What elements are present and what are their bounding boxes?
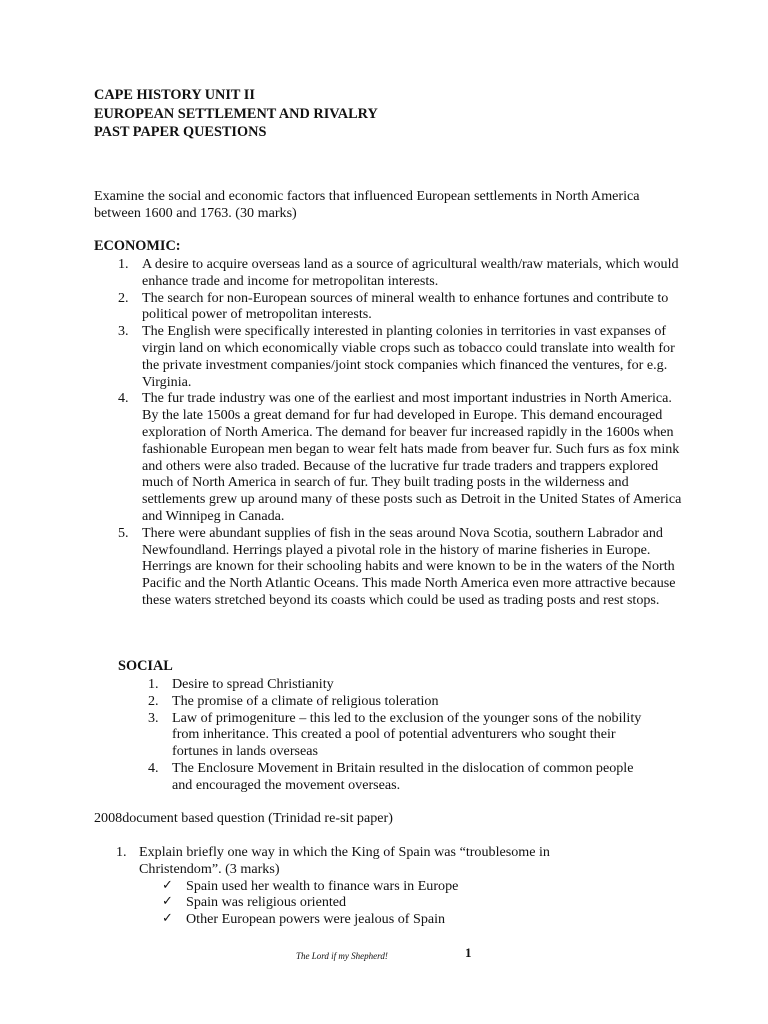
item-text: The English were specifically interested in planting colonies in territories in vast expanses of virgin land on which economically viable crops such as tobacco could translate into wealth for the private investment companies/joint stock companies which financed the ventures, for e.g. Virginia.	[142, 323, 675, 390]
checkmark-icon: ✓	[162, 894, 173, 910]
answer-text: Spain used her wealth to finance wars in Europe	[186, 877, 459, 894]
list-item	[162, 894, 614, 911]
item-text: There were abundant supplies of fish in the seas around Nova Scotia, southern Labrador and Newfoundland. Herrings played a pivotal role in the history of marine fisheries in Europe. Herrings are known for their schooling habits and were known to be in the waters of the North Pacific and the North Atlantic Oceans. This made North America even more attractive because these waters stretched beyond its coasts which could be used as trading posts and rest stops.	[142, 524, 676, 608]
answer-text: Other European powers were jealous of Spain	[186, 911, 446, 928]
list-item	[94, 256, 684, 290]
checkmark-icon: ✓	[162, 911, 173, 927]
item-number: 1.	[118, 256, 129, 272]
item-number: 2.	[148, 692, 159, 709]
list-item	[94, 525, 684, 609]
item-number: 4.	[148, 759, 159, 776]
item-number: 3.	[148, 709, 159, 726]
economic-list	[94, 256, 684, 609]
footer-text: The Lord if my Shepherd!	[296, 951, 388, 961]
list-item	[162, 911, 614, 928]
item-text: Desire to spread Christianity	[172, 676, 334, 692]
document-header	[94, 86, 378, 142]
question-number: 1.	[116, 844, 127, 860]
list-item	[118, 693, 648, 710]
list-item	[162, 878, 614, 895]
item-number: 3.	[118, 323, 129, 340]
dbq-heading: 2008document based question (Trinidad re-sit paper)	[94, 810, 393, 826]
list-item	[118, 760, 648, 794]
item-text: The Enclosure Movement in Britain resulted in the dislocation of common people and encouraged the movement overseas.	[172, 759, 634, 793]
checkmark-icon: ✓	[162, 877, 173, 893]
header-topic: EUROPEAN SETTLEMENT AND RIVALRY	[94, 105, 378, 122]
list-item	[118, 676, 648, 693]
list-item	[94, 290, 684, 324]
question-text: Explain briefly one way in which the King of Spain was “troublesome in Christendom”. (3 marks)	[139, 844, 550, 877]
item-number: 2.	[118, 289, 129, 306]
economic-heading: ECONOMIC:	[94, 238, 181, 254]
list-item	[94, 323, 684, 390]
item-text: Law of primogeniture – this led to the exclusion of the younger sons of the nobility from inheritance. This created a pool of potential adventurers who sought their fortunes in lands overseas	[172, 709, 642, 760]
item-number: 4.	[118, 390, 129, 407]
item-text: The promise of a climate of religious toleration	[172, 692, 439, 709]
item-text: A desire to acquire overseas land as a source of agricultural wealth/raw materials, which would enhance trade and income for metropolitan interests.	[142, 256, 679, 289]
essay-question: Examine the social and economic factors that influenced European settlements in North America between 1600 and 1763. (30 marks)	[94, 188, 640, 221]
item-number: 5.	[118, 524, 129, 541]
question-1	[94, 844, 614, 928]
list-item	[94, 390, 684, 524]
header-subtitle: PAST PAPER QUESTIONS	[94, 124, 267, 140]
answer-text: Spain was religious oriented	[186, 894, 347, 911]
page-number: 1	[465, 945, 472, 960]
item-text: The search for non-European sources of mineral wealth to enhance fortunes and contribute to political power of metropolitan interests.	[142, 289, 669, 323]
social-list	[118, 676, 648, 794]
item-number: 1.	[148, 676, 159, 692]
item-text: The fur trade industry was one of the earliest and most important industries in North America. By the late 1500s a great demand for fur had developed in Europe. This demand encouraged exploration of North America. The demand for beaver fur increased rapidly in the 1600s when fashionable European men began to wear felt hats made from beaver fur. Such furs as fox mink and others were also traded. Because of the lucrative fur trade traders and trappers explored much of North America in search of fur. They built trading posts in the wilderness and settlements grew up around many of these posts such as Detroit in the United States of America and Winnipeg in Canada.	[142, 390, 682, 524]
header-course: CAPE HISTORY UNIT II	[94, 87, 255, 103]
social-heading: SOCIAL	[118, 658, 173, 674]
answer-list	[94, 878, 614, 928]
list-item	[118, 710, 648, 760]
